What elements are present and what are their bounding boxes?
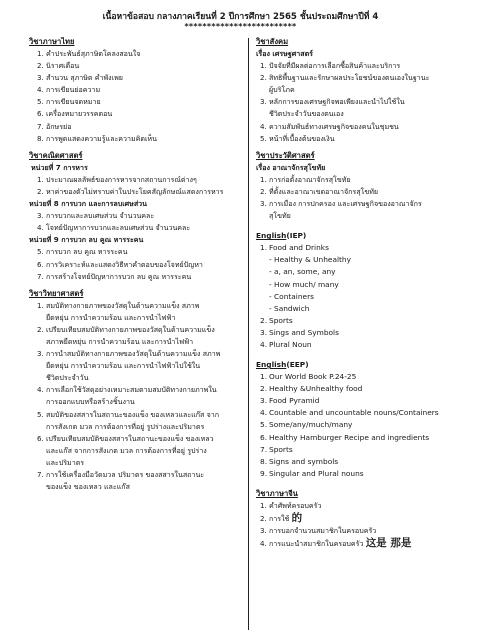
list-item: 5. หน้าที่เบื้องต้นของเงิน [260, 133, 335, 143]
column-divider [248, 38, 249, 630]
list-item: 3. การบอกจำนวนสมาชิกในครอบครัว [260, 526, 377, 536]
list-item: 1. ประมาณผลลัพธ์ของการหารจากสถานการณ์ต่างๆ [37, 174, 197, 184]
list-item: 6. เปรียบเทียบสมบัติของสสารในสถานะของแข็ง ของเหลว และแก๊ส จากการสังเกต มวล การต้องการที่อยู่ รูปร่าง และปริมาตร [37, 433, 214, 467]
list-item: 3. หลักการของเศรษฐกิจพอเพียงและนำไปใช้ใน ชีวิตประจำวันของตนเอง [260, 97, 405, 119]
list-item: 7. การสร้างโจทย์ปัญหาการบวก ลบ คูณ หารระคน [37, 271, 192, 281]
list-item: 1. คำศัพท์ครอบครัว [260, 500, 322, 510]
list-item: 8. การพูดแสดงความรู้และความคิดเห็น [37, 133, 157, 143]
list-item: 8. Signs and symbols [260, 456, 339, 466]
list-item: 4. การเลือกใช้วัสดุอย่างเหมาะสมตามสมบัติทางกายภาพใน การออกแบบหรือสร้างชิ้นงาน [37, 385, 217, 407]
list-item: 4. Plural Noun [260, 339, 312, 349]
list-item: 1. Food and Drinks [260, 243, 329, 253]
history-topic: เรื่อง อาณาจักรสุโขทัย [256, 162, 326, 172]
list-item: 7. การใช้เครื่องมือวัดมวล ปริมาตร ของสสารในสถานะ ของแข็ง ของเหลว และแก๊ส [37, 470, 205, 492]
left-column [29, 36, 243, 493]
list-item: 1. Our World Book P.24-25 [260, 372, 357, 382]
list-item: 2. Sports [260, 315, 293, 325]
list-item: 2. เปรียบเทียบสมบัติทางกายภาพของวัสดุในด้านความแข็ง สภาพยืดหยุ่น การนำความร้อน และการนำไฟฟ้า [37, 324, 215, 346]
math-heading: วิชาคณิตศาสตร์ [29, 150, 83, 160]
list-item: 2. การใช้ 的 [260, 512, 303, 524]
list-item: 4. การเขียนย่อความ [37, 85, 101, 95]
social-heading: วิชาสังคม [256, 37, 289, 46]
math-unit-title: หน่วยที่ 8 การบวก และการลบเศษส่วน [29, 199, 147, 209]
list-item: 3. Sings and Symbols [260, 327, 339, 337]
list-item: 3. สำนวน สุภาษิต คำพังเพย [37, 73, 123, 83]
list-item: 5. การบวก ลบ คูณ หารระคน [37, 247, 128, 257]
list-item: 2. ที่ตั้งและอาณาเขตอาณาจักรสุโขทัย [260, 186, 379, 196]
list-item: 4. Countable and uncountable nouns/Containers [260, 408, 439, 418]
chinese-characters: 这是 那是 [365, 537, 412, 550]
social-topic: เรื่อง เศรษฐศาสตร์ [256, 49, 313, 58]
list-item: 4. การแนะนำสมาชิกในครอบครัว 这是 那是 [260, 537, 412, 550]
list-item: 1. สมบัติทางกายภาพของวัสดุในด้านความแข็ง สภาพ ยืดหยุ่น การนำความร้อน และการนำไฟฟ้า [37, 300, 200, 322]
list-item: 4. ความสัมพันธ์ทางเศรษฐกิจของคนในชุมชน [260, 121, 399, 131]
list-item: 4. โจทย์ปัญหาการบวกและลบเศษส่วน จำนวนคละ [37, 223, 191, 233]
english-iep-section [256, 230, 478, 351]
list-item: 6. Healthy Hamburger Recipe and ingredients [260, 432, 430, 442]
english-eep-heading: English(EEP) [256, 360, 309, 370]
english-iep-heading: English(IEP) [256, 231, 307, 241]
thai-heading: วิชาภาษาไทย [29, 37, 75, 46]
sub-item: - Healthy & Unhealthy [269, 255, 351, 265]
list-item: 3. Food Pyramid [260, 396, 320, 406]
list-item: 1. การก่อตั้งอาณาจักรสุโขทัย [260, 174, 351, 184]
math-unit-title: หน่วยที่ 9 การบวก ลบ คูณ หารระคน [29, 235, 144, 245]
list-item: 2. สิทธิพื้นฐานและรักษาผลประโยชน์ของตนเองในฐานะ ผู้บริโภค [260, 73, 430, 95]
list-item: 5. สมบัติของสสารในสถานะของแข็ง ของเหลวและแก๊ส จาก การสังเกต มวล การต้องการที่อยู่ รูปร่างและปริมาตร [37, 409, 220, 431]
english-eep-section [256, 359, 478, 480]
list-item: 3. การบวกและลบเศษส่วน จำนวนคละ [37, 211, 155, 221]
list-item: 2. นิราศเดือน [37, 61, 80, 71]
list-item: 9. Singular and Plural nouns [260, 468, 364, 478]
page-title: เนื้อหาข้อสอบ กลางภาคเรียนที่ 2 ปีการศึกษา 2565 ชั้นประถมศึกษาปีที่ 4 [102, 12, 379, 22]
science-heading: วิชาวิทยาศาสตร์ [29, 288, 84, 298]
list-item: 6. เครื่องหมายวรรคตอน [37, 109, 113, 119]
thai-list [29, 48, 243, 145]
list-item: 5. Some/any/much/many [260, 420, 353, 430]
sub-item: - Sandwich [269, 303, 310, 313]
sub-item: - How much/ many [269, 279, 339, 289]
math-unit-title: หน่วยที่ 7 การหาร [31, 162, 88, 172]
sub-item: - a, an, some, any [269, 267, 336, 277]
list-item: 5. การเขียนจดหมาย [37, 97, 101, 107]
list-item: 7. Sports [260, 444, 293, 454]
title-underline-stars: ************************* [184, 22, 297, 31]
chinese-heading: วิชาภาษาจีน [256, 488, 298, 498]
list-item: 6. การวิเคราะห์และแสดงวิธีหาคำตอบของโจทย์ปัญหา [37, 259, 203, 269]
history-heading: วิชาประวัติศาสตร์ [256, 150, 315, 160]
sub-item: - Containers [269, 291, 314, 301]
right-column [256, 36, 478, 550]
list-item: 2. Healthy &Unhealthy food [260, 384, 363, 394]
list-item: 1. ปัจจัยที่มีผลต่อการเลือกซื้อสินค้าและบริการ [260, 61, 401, 71]
list-item: 2. หาค่าของตัวไม่ทราบค่าในประโยคสัญลักษณ์แสดงการหาร [37, 186, 224, 196]
list-item: 1. คำประพันธ์สุภาษิตโคลงสอนใจ [37, 49, 141, 58]
list-item: 3. การนำสมบัติทางกายภาพของวัสดุในด้านความแข็ง สภาพ ยืดหยุ่น การนำความร้อน และการนำไฟฟ้าไปใช้ใน ชีวิตประจำวัน [37, 349, 221, 383]
chinese-characters: 的 [291, 512, 303, 524]
list-item: 7. อักษรย่อ [37, 121, 72, 131]
list-item: 3. การเมือง การปกครอง และเศรษฐกิจของอาณาจักร สุโขทัย [260, 199, 422, 221]
